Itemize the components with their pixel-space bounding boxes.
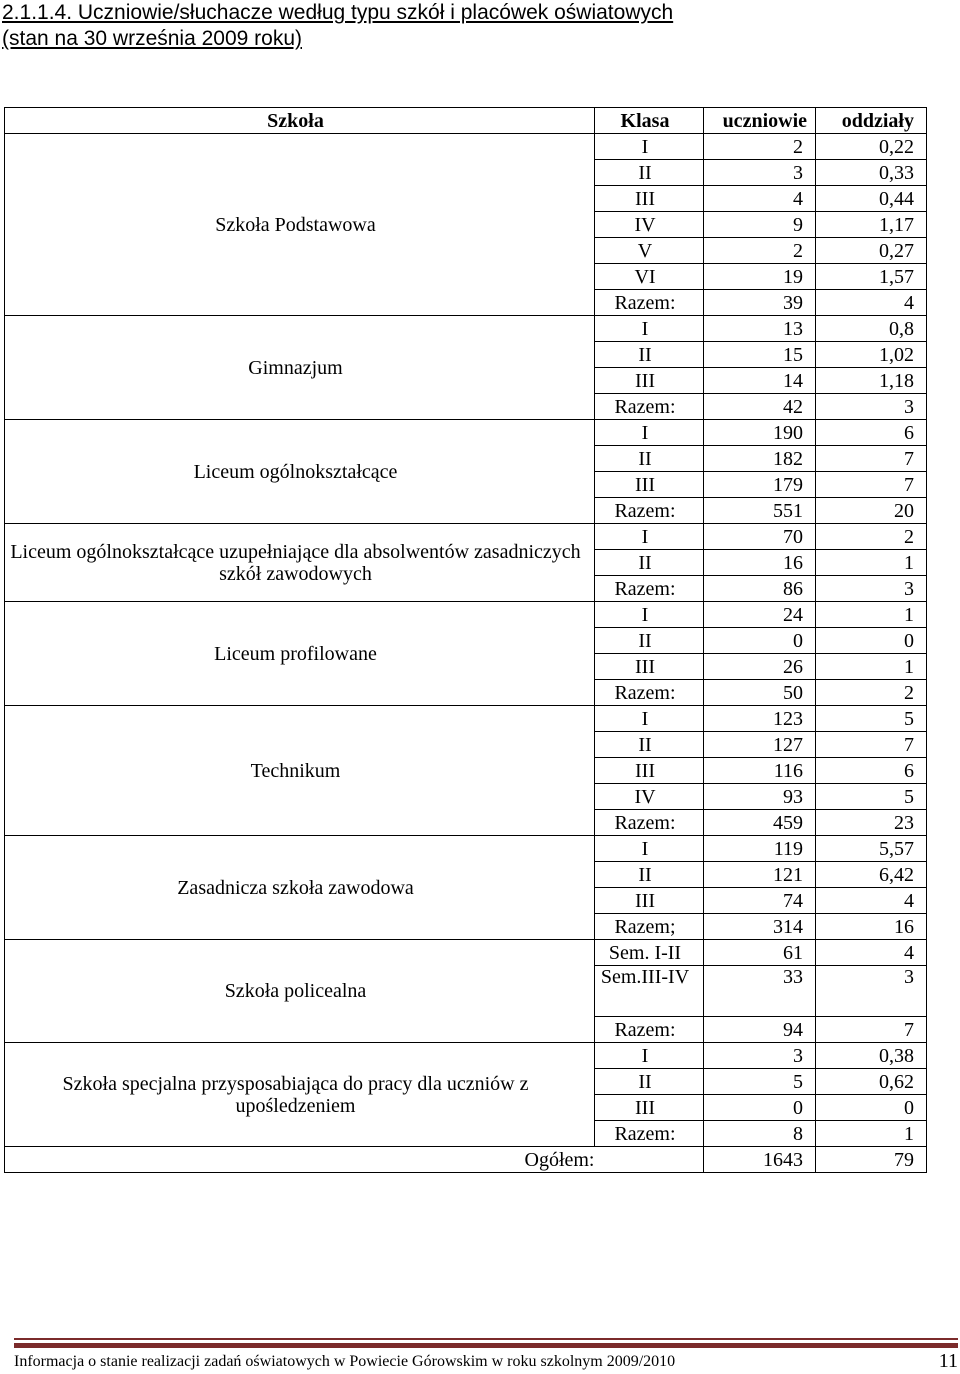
students-cell: 14 bbox=[704, 368, 816, 394]
class-cell: III bbox=[595, 1095, 704, 1121]
class-cell: V bbox=[595, 238, 704, 264]
students-cell: 314 bbox=[704, 914, 816, 940]
page-number: 11 bbox=[938, 1350, 958, 1372]
students-cell: 190 bbox=[704, 420, 816, 446]
students-cell: 2 bbox=[704, 134, 816, 160]
divisions-cell: 1 bbox=[816, 654, 927, 680]
students-cell: 15 bbox=[704, 342, 816, 368]
table-row bbox=[5, 134, 927, 160]
divisions-cell: 0,33 bbox=[816, 160, 927, 186]
class-cell: II bbox=[595, 550, 704, 576]
grand-total-students: 1643 bbox=[704, 1147, 816, 1173]
school-name: Szkoła Podstawowa bbox=[5, 134, 595, 316]
table-row bbox=[5, 706, 927, 732]
divisions-cell: 0,62 bbox=[816, 1069, 927, 1095]
divisions-cell: 4 bbox=[816, 888, 927, 914]
class-cell: Razem: bbox=[595, 1121, 704, 1147]
divisions-cell: 1,17 bbox=[816, 212, 927, 238]
divisions-cell: 0 bbox=[816, 628, 927, 654]
divisions-cell: 23 bbox=[816, 810, 927, 836]
footer-rule-thin bbox=[14, 1338, 958, 1340]
table-row bbox=[5, 602, 927, 628]
table-header-row bbox=[5, 108, 927, 134]
divisions-cell: 4 bbox=[816, 940, 927, 966]
students-cell: 3 bbox=[704, 160, 816, 186]
class-cell: I bbox=[595, 134, 704, 160]
students-cell: 3 bbox=[704, 1043, 816, 1069]
class-cell: Razem; bbox=[595, 914, 704, 940]
class-cell: III bbox=[595, 368, 704, 394]
table-row bbox=[5, 836, 927, 862]
students-cell: 74 bbox=[704, 888, 816, 914]
students-table bbox=[4, 107, 927, 1173]
divisions-cell: 5,57 bbox=[816, 836, 927, 862]
divisions-cell: 7 bbox=[816, 1017, 927, 1043]
class-cell: VI bbox=[595, 264, 704, 290]
students-cell: 19 bbox=[704, 264, 816, 290]
school-name: Szkoła specjalna przysposabiająca do pracy dla uczniów z upośledzeniem bbox=[5, 1043, 595, 1147]
students-cell: 9 bbox=[704, 212, 816, 238]
header-class: Klasa bbox=[595, 108, 704, 134]
class-cell: IV bbox=[595, 212, 704, 238]
divisions-cell: 7 bbox=[816, 732, 927, 758]
school-name: Gimnazjum bbox=[5, 316, 595, 420]
divisions-cell: 2 bbox=[816, 524, 927, 550]
class-cell: II bbox=[595, 628, 704, 654]
divisions-cell: 0,22 bbox=[816, 134, 927, 160]
students-cell: 116 bbox=[704, 758, 816, 784]
header-school: Szkoła bbox=[5, 108, 595, 134]
students-cell: 39 bbox=[704, 290, 816, 316]
class-cell: II bbox=[595, 1069, 704, 1095]
students-cell: 551 bbox=[704, 498, 816, 524]
students-cell: 0 bbox=[704, 628, 816, 654]
divisions-cell: 7 bbox=[816, 472, 927, 498]
divisions-cell: 1 bbox=[816, 602, 927, 628]
class-cell: I bbox=[595, 420, 704, 446]
title-line-2: (stan na 30 września 2009 roku) bbox=[2, 27, 302, 50]
class-cell: III bbox=[595, 758, 704, 784]
class-cell: Razem: bbox=[595, 576, 704, 602]
school-name: Technikum bbox=[5, 706, 595, 836]
school-name: Liceum profilowane bbox=[5, 602, 595, 706]
divisions-cell: 0 bbox=[816, 1095, 927, 1121]
students-cell: 127 bbox=[704, 732, 816, 758]
class-cell: III bbox=[595, 186, 704, 212]
header-divisions: oddziały bbox=[816, 108, 927, 134]
footer-rule-thick bbox=[14, 1343, 958, 1348]
divisions-cell: 6,42 bbox=[816, 862, 927, 888]
divisions-cell: 6 bbox=[816, 420, 927, 446]
divisions-cell: 2 bbox=[816, 680, 927, 706]
students-cell: 94 bbox=[704, 1017, 816, 1043]
students-cell: 2 bbox=[704, 238, 816, 264]
students-cell: 86 bbox=[704, 576, 816, 602]
students-cell: 182 bbox=[704, 446, 816, 472]
class-cell: Razem: bbox=[595, 394, 704, 420]
table-row bbox=[5, 940, 927, 966]
students-cell: 8 bbox=[704, 1121, 816, 1147]
class-cell: Razem: bbox=[595, 1017, 704, 1043]
class-cell: Razem: bbox=[595, 290, 704, 316]
class-cell: Razem: bbox=[595, 680, 704, 706]
divisions-cell: 7 bbox=[816, 446, 927, 472]
students-cell: 50 bbox=[704, 680, 816, 706]
class-cell: II bbox=[595, 732, 704, 758]
table-row bbox=[5, 420, 927, 446]
table-row bbox=[5, 524, 927, 550]
divisions-cell: 1,02 bbox=[816, 342, 927, 368]
divisions-cell: 1 bbox=[816, 1121, 927, 1147]
class-cell: III bbox=[595, 888, 704, 914]
students-cell: 16 bbox=[704, 550, 816, 576]
students-cell: 42 bbox=[704, 394, 816, 420]
school-name: Liceum ogólnokształcące bbox=[5, 420, 595, 524]
grand-total-divisions: 79 bbox=[816, 1147, 927, 1173]
class-cell: Razem: bbox=[595, 810, 704, 836]
school-name: Szkoła policealna bbox=[5, 940, 595, 1043]
divisions-cell: 20 bbox=[816, 498, 927, 524]
class-cell: I bbox=[595, 1043, 704, 1069]
class-cell: II bbox=[595, 446, 704, 472]
divisions-cell: 3 bbox=[816, 576, 927, 602]
students-cell: 5 bbox=[704, 1069, 816, 1095]
students-cell: 0 bbox=[704, 1095, 816, 1121]
divisions-cell: 5 bbox=[816, 706, 927, 732]
class-cell: Razem: bbox=[595, 498, 704, 524]
students-cell: 123 bbox=[704, 706, 816, 732]
grand-total-empty bbox=[595, 1147, 704, 1173]
divisions-cell: 1 bbox=[816, 550, 927, 576]
divisions-cell: 1,18 bbox=[816, 368, 927, 394]
class-cell: II bbox=[595, 342, 704, 368]
students-cell: 93 bbox=[704, 784, 816, 810]
students-cell: 179 bbox=[704, 472, 816, 498]
class-cell: II bbox=[595, 862, 704, 888]
class-cell: III bbox=[595, 654, 704, 680]
students-cell: 61 bbox=[704, 940, 816, 966]
divisions-cell: 0,8 bbox=[816, 316, 927, 342]
class-cell: I bbox=[595, 524, 704, 550]
class-cell: I bbox=[595, 706, 704, 732]
students-cell: 26 bbox=[704, 654, 816, 680]
grand-total-row bbox=[5, 1147, 927, 1173]
divisions-cell: 3 bbox=[816, 394, 927, 420]
students-cell: 4 bbox=[704, 186, 816, 212]
students-cell: 119 bbox=[704, 836, 816, 862]
class-cell: II bbox=[595, 160, 704, 186]
students-cell: 33 bbox=[704, 966, 816, 1017]
school-name: Zasadnicza szkoła zawodowa bbox=[5, 836, 595, 940]
class-cell: IV bbox=[595, 784, 704, 810]
table-body bbox=[5, 134, 927, 1147]
class-cell: Sem. I-II bbox=[595, 940, 704, 966]
footer-text: Informacja o stanie realizacji zadań oświatowych w Powiecie Górowskim w roku szkolnym 2009/2010 bbox=[14, 1353, 676, 1370]
school-name: Liceum ogólnokształcące uzupełniające dla absolwentów zasadniczych szkół zawodowych bbox=[5, 524, 595, 602]
students-cell: 121 bbox=[704, 862, 816, 888]
table-row bbox=[5, 316, 927, 342]
divisions-cell: 0,38 bbox=[816, 1043, 927, 1069]
divisions-cell: 1,57 bbox=[816, 264, 927, 290]
class-cell: I bbox=[595, 836, 704, 862]
class-cell: III bbox=[595, 472, 704, 498]
class-cell: I bbox=[595, 316, 704, 342]
divisions-cell: 0,27 bbox=[816, 238, 927, 264]
divisions-cell: 16 bbox=[816, 914, 927, 940]
students-cell: 70 bbox=[704, 524, 816, 550]
students-cell: 24 bbox=[704, 602, 816, 628]
divisions-cell: 0,44 bbox=[816, 186, 927, 212]
class-cell: Sem.III-IV bbox=[595, 966, 704, 1017]
students-cell: 13 bbox=[704, 316, 816, 342]
table-row bbox=[5, 1043, 927, 1069]
class-cell: I bbox=[595, 602, 704, 628]
divisions-cell: 6 bbox=[816, 758, 927, 784]
divisions-cell: 3 bbox=[816, 966, 927, 1017]
students-cell: 459 bbox=[704, 810, 816, 836]
grand-total-label: Ogółem: bbox=[5, 1147, 595, 1173]
header-students: uczniowie bbox=[704, 108, 816, 134]
divisions-cell: 5 bbox=[816, 784, 927, 810]
title-line-1: 2.1.1.4. Uczniowie/słuchacze według typu szkół i placówek oświatowych bbox=[2, 1, 674, 24]
page-title bbox=[2, 0, 942, 52]
divisions-cell: 4 bbox=[816, 290, 927, 316]
